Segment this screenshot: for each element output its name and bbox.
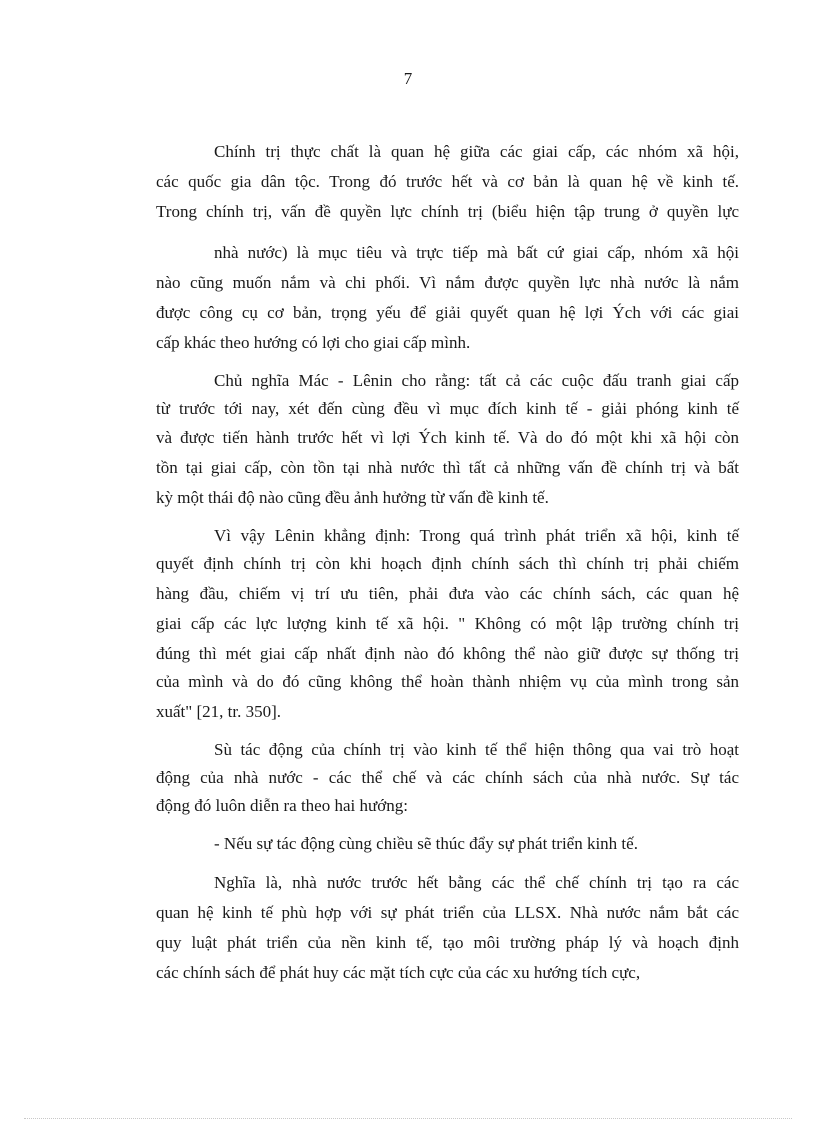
page-bottom-divider [24,1118,792,1119]
text-line: giai cấp các lực lượng kinh tế xã hội. " Không có một lập trường chính trị [156,614,739,633]
text-line: động của nhà nước - các thể chế và các chính sách của nhà nước. Sự tác [156,768,739,787]
text-line: nào cũng muốn nắm và chi phối. Vì nắm được quyền lực nhà nước là nắm [156,273,739,292]
text-line: Chính trị thực chất là quan hệ giữa các giai cấp, các nhóm xã hội, [214,142,739,161]
text-line: cấp khác theo hướng có lợi cho giai cấp mình. [156,333,471,352]
text-line: - Nếu sự tác động cùng chiều sẽ thúc đẩy sự phát triển kinh tế. [214,834,638,853]
text-line: quan hệ kinh tế phù hợp với sự phát triển của LLSX. Nhà nước nắm bắt các [156,903,739,922]
text-line: và được tiến hành trước hết vì lợi Ých kinh tế. Và do đó một khi xã hội còn [156,428,739,447]
text-line: Trong chính trị, vấn đề quyền lực chính trị (biểu hiện tập trung ở quyền lực [156,202,739,221]
text-line: Vì vậy Lênin khẳng định: Trong quá trình phát triển xã hội, kinh tế [214,526,739,545]
text-line: động đó luôn diễn ra theo hai hướng: [156,796,408,815]
text-line: từ trước tới nay, xét đến cùng đều vì mục đích kinh tế - giải phóng kinh tế [156,399,739,418]
text-line: Nghĩa là, nhà nước trước hết bằng các thể chế chính trị tạo ra các [214,873,739,892]
text-line: kỳ một thái độ nào cũng đều ảnh hưởng từ vấn đề kinh tế. [156,488,549,507]
text-line: Chủ nghĩa Mác - Lênin cho rằng: tất cả các cuộc đấu tranh giai cấp [214,371,739,390]
text-line: nhà nước) là mục tiêu và trực tiếp mà bất cứ giai cấp, nhóm xã hội [214,243,739,262]
text-line: quyết định chính trị còn khi hoạch định chính sách thì chính trị phải chiếm [156,554,739,573]
text-line: đúng thì mét giai cấp nhất định nào đó không thể nào giữ được sự thống trị [156,644,739,663]
page-number: 7 [403,69,413,88]
text-line: Sù tác động của chính trị vào kinh tế thể hiện thông qua vai trò hoạt [214,740,739,759]
text-line: quy luật phát triển của nền kinh tế, tạo môi trường pháp lý và hoạch định [156,933,739,952]
text-line: của mình và do đó cũng không thể hoàn thành nhiệm vụ của mình trong sản [156,672,739,691]
text-line: xuất" [21, tr. 350]. [156,702,281,721]
text-line: các quốc gia dân tộc. Trong đó trước hết và cơ bản là quan hệ về kinh tế. [156,172,739,191]
text-line: tồn tại giai cấp, còn tồn tại nhà nước thì tất cả những vấn đề chính trị và bất [156,458,739,477]
text-line: được công cụ cơ bản, trọng yếu để giải quyết quan hệ lợi Ých với các giai [156,303,739,322]
text-line: các chính sách để phát huy các mặt tích cực của các xu hướng tích cực, [156,963,641,982]
text-line: hàng đầu, chiếm vị trí ưu tiên, phải đưa vào các chính sách, các quan hệ [156,584,739,603]
